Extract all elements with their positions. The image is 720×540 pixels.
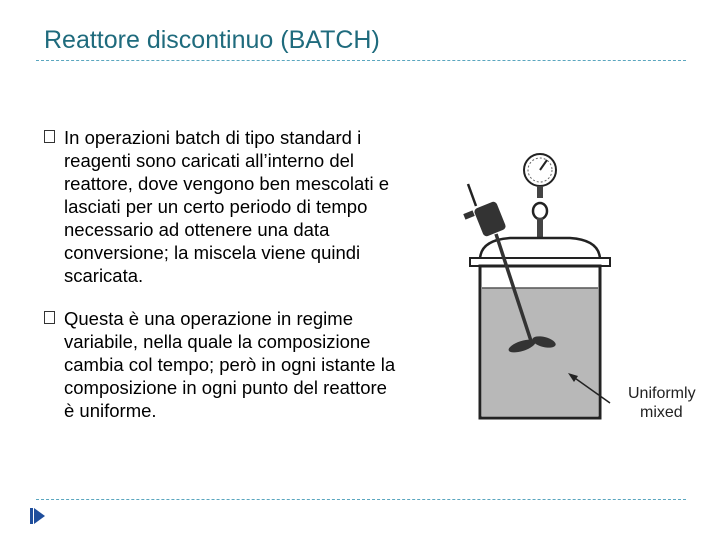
figure-label-line1: Uniformly (628, 385, 696, 402)
title-divider (36, 60, 686, 61)
pressure-gauge-icon (524, 154, 556, 242)
nav-bar-icon[interactable] (30, 508, 33, 524)
reaction-mixture (482, 288, 598, 416)
bullet-list (40, 126, 400, 442)
bullet-text: In operazioni batch di tipo standard i reagenti sono caricati all’interno del reattore, dove vengono ben mescolati e lasciati per un certo periodo di tempo necessario ad ottenere una data conversione; la miscela viene quindi scaricata. (64, 127, 389, 286)
footer-divider (36, 499, 686, 500)
stirrer-motor-icon (463, 184, 507, 237)
bullet-text: Questa è una operazione in regime variabile, nella quale la composizione cambia col tempo; però in ogni istante la composizione in ogni punto del reattore è uniforme. (64, 308, 396, 421)
bullet-item (40, 307, 400, 422)
checkbox-bullet-icon (44, 311, 55, 324)
figure-label-line2: mixed (640, 404, 683, 421)
next-slide-arrow-icon[interactable] (34, 508, 45, 524)
bullet-item (40, 126, 400, 287)
checkbox-bullet-icon (44, 130, 55, 143)
batch-reactor-diagram (450, 148, 700, 438)
slide-title: Reattore discontinuo (BATCH) (44, 26, 380, 54)
